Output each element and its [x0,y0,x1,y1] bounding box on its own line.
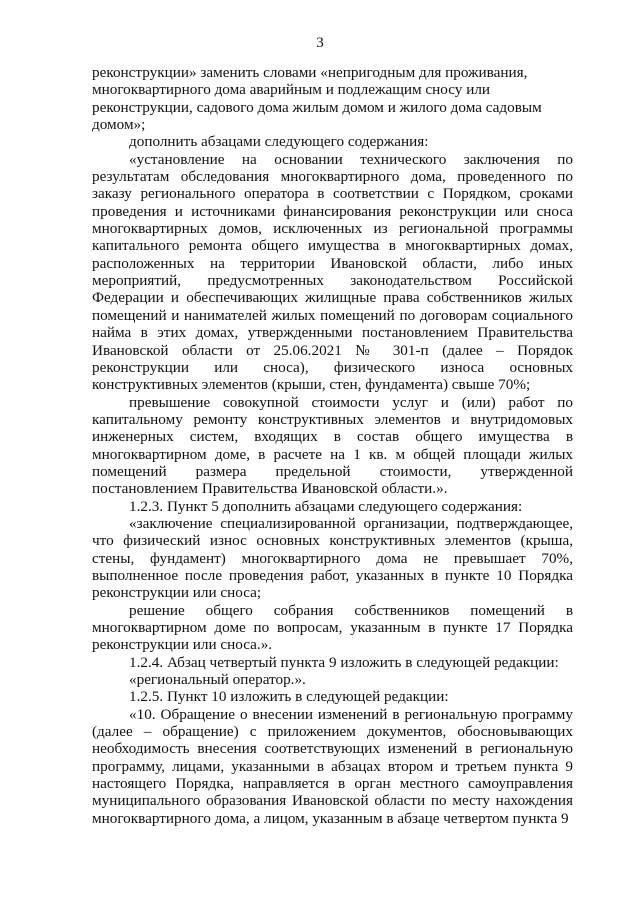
paragraph: «заключение специализированной организации, подтверждающее, что физический износ основных конструктивных элементов (крыша, стены, фундамент) многоквартирного дома не превышает 70%, выполненное после проведения работ, указанных в пункте 10 Порядка реконструкции или сноса; [92,514,573,602]
paragraph: решение общего собрания собственников помещений в многоквартирном доме по вопросам, указанным в пункте 17 Порядка реконструкции или сноса.». [92,601,573,654]
paragraph: «10. Обращение о внесении изменений в региональную программу (далее – обращение) с приложением документов, обосновывающих необходимость внесения соответствующих изменений в региональную программу, лицами, указанными в абзацах втором и третьем пункта 9 настоящего Порядка, направляется в орган местного самоуправления муниципального образования Ивановской области по месту нахождения многоквартирного дома, а лицом, указанным в абзаце четвертом пункта 9 [92,705,573,827]
paragraph: «региональный оператор.». [129,671,306,689]
paragraph: 1.2.3. Пункт 5 дополнить абзацами следующего содержания: [129,497,523,515]
paragraph: дополнить абзацами следующего содержания: [129,133,429,151]
document-body [92,64,573,827]
paragraph: «установление на основании технического заключения по результатам обследования многоквартирного дома, проведенного по заказу регионального оператора в соответствии с Порядком, сроками проведения и источниками финансирования реконструкции или сноса многоквартирных домов, исключенных из региональной программы капитального ремонта общего имущества в многоквартирных домах, расположенных на территории Ивановской области, либо иных мероприятий, предусмотренных законодательством Российской Федерации и обеспечивающих жилищные права собственников жилых помещений и нанимателей жилых помещений по договорам социального найма в этих домах, утвержденными постановлением Правительства Ивановской области от 25.06.2021 № 301-п (далее – Порядок реконструкции или сноса), физического износа основных конструктивных элементов (крыши, стен, фундамента) свыше 70%; [92,150,573,394]
page-number: 3 [316,35,324,51]
paragraph: превышение совокупной стоимости услуг и (или) работ по капитальному ремонту конструктивных элементов и внутридомовых инженерных систем, входящих в состав общего имущества в многоквартирном доме, в расчете на 1 кв. м общей площади жилых помещений размера предельной стоимости, утвержденной постановлением Правительства Ивановской области.». [92,393,573,498]
paragraph: реконструкции» заменить словами «непригодным для проживания, многоквартирного дома аварийным и подлежащим сносу или реконструкции, садового дома жилым домом и жилого дома садовым домом»; [92,64,542,134]
paragraph: 1.2.4. Абзац четвертый пункта 9 изложить в следующей редакции: [129,653,559,671]
paragraph: 1.2.5. Пункт 10 изложить в следующей редакции: [129,688,449,706]
